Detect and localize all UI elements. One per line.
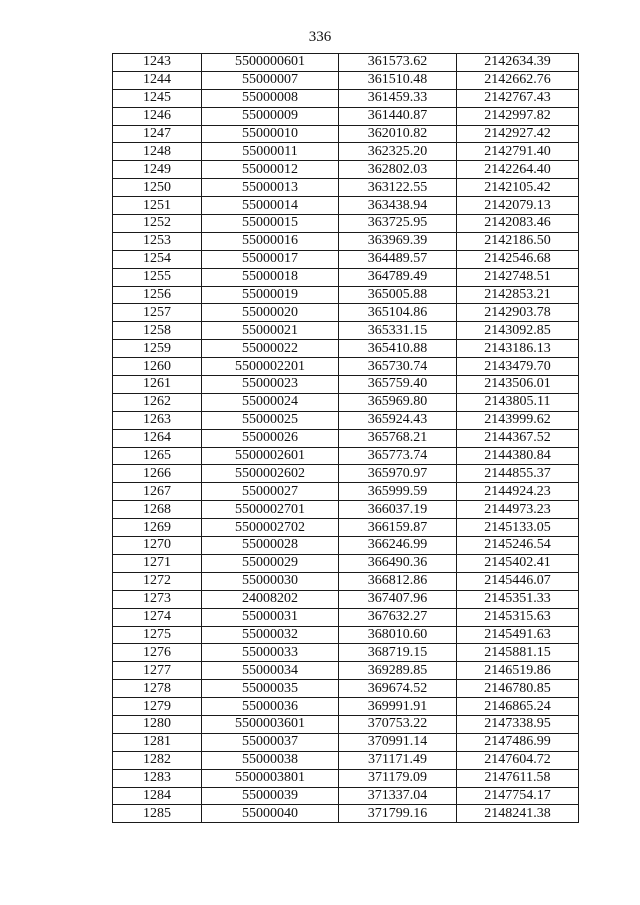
y-coordinate-cell: 2142546.68	[457, 250, 579, 268]
x-coordinate-cell: 365410.88	[339, 340, 457, 358]
y-coordinate-cell: 2147604.72	[457, 751, 579, 769]
coordinate-table	[112, 53, 579, 823]
point-code-cell: 5500002602	[202, 465, 339, 483]
y-coordinate-cell: 2145133.05	[457, 519, 579, 537]
point-code-cell: 55000038	[202, 751, 339, 769]
point-number-cell: 1252	[113, 215, 202, 233]
point-code-cell: 55000034	[202, 662, 339, 680]
point-number-cell: 1243	[113, 54, 202, 72]
x-coordinate-cell: 365924.43	[339, 411, 457, 429]
point-code-cell: 55000008	[202, 89, 339, 107]
y-coordinate-cell: 2148241.38	[457, 805, 579, 823]
point-code-cell: 55000036	[202, 698, 339, 716]
y-coordinate-cell: 2142186.50	[457, 232, 579, 250]
y-coordinate-cell: 2142903.78	[457, 304, 579, 322]
point-number-cell: 1282	[113, 751, 202, 769]
point-code-cell: 55000026	[202, 429, 339, 447]
point-code-cell: 55000031	[202, 608, 339, 626]
x-coordinate-cell: 371179.09	[339, 769, 457, 787]
x-coordinate-cell: 367407.96	[339, 590, 457, 608]
table-row	[113, 519, 579, 537]
point-number-cell: 1270	[113, 537, 202, 555]
x-coordinate-cell: 371799.16	[339, 805, 457, 823]
table-row	[113, 787, 579, 805]
y-coordinate-cell: 2143186.13	[457, 340, 579, 358]
x-coordinate-cell: 365104.86	[339, 304, 457, 322]
point-code-cell: 55000039	[202, 787, 339, 805]
y-coordinate-cell: 2142997.82	[457, 107, 579, 125]
table-row	[113, 447, 579, 465]
point-code-cell: 55000035	[202, 680, 339, 698]
point-code-cell: 55000021	[202, 322, 339, 340]
y-coordinate-cell: 2146865.24	[457, 698, 579, 716]
point-code-cell: 55000009	[202, 107, 339, 125]
point-number-cell: 1278	[113, 680, 202, 698]
y-coordinate-cell: 2144380.84	[457, 447, 579, 465]
point-number-cell: 1256	[113, 286, 202, 304]
point-code-cell: 5500003601	[202, 715, 339, 733]
y-coordinate-cell: 2143805.11	[457, 393, 579, 411]
y-coordinate-cell: 2145315.63	[457, 608, 579, 626]
table-row	[113, 376, 579, 394]
table-row	[113, 71, 579, 89]
point-code-cell: 5500002201	[202, 358, 339, 376]
y-coordinate-cell: 2142634.39	[457, 54, 579, 72]
table-row	[113, 590, 579, 608]
table-row	[113, 54, 579, 72]
table-row	[113, 662, 579, 680]
x-coordinate-cell: 370753.22	[339, 715, 457, 733]
point-number-cell: 1257	[113, 304, 202, 322]
point-number-cell: 1245	[113, 89, 202, 107]
point-code-cell: 55000033	[202, 644, 339, 662]
y-coordinate-cell: 2142791.40	[457, 143, 579, 161]
table-row	[113, 161, 579, 179]
point-number-cell: 1254	[113, 250, 202, 268]
x-coordinate-cell: 369991.91	[339, 698, 457, 716]
point-code-cell: 55000028	[202, 537, 339, 555]
x-coordinate-cell: 365969.80	[339, 393, 457, 411]
point-code-cell: 55000013	[202, 179, 339, 197]
table-row	[113, 250, 579, 268]
point-code-cell: 55000023	[202, 376, 339, 394]
table-row	[113, 769, 579, 787]
point-number-cell: 1275	[113, 626, 202, 644]
point-number-cell: 1262	[113, 393, 202, 411]
table-row	[113, 608, 579, 626]
y-coordinate-cell: 2147486.99	[457, 733, 579, 751]
y-coordinate-cell: 2144924.23	[457, 483, 579, 501]
table-row	[113, 501, 579, 519]
table-row	[113, 429, 579, 447]
y-coordinate-cell: 2146780.85	[457, 680, 579, 698]
x-coordinate-cell: 365773.74	[339, 447, 457, 465]
table-row	[113, 626, 579, 644]
y-coordinate-cell: 2144855.37	[457, 465, 579, 483]
x-coordinate-cell: 368719.15	[339, 644, 457, 662]
y-coordinate-cell: 2144367.52	[457, 429, 579, 447]
x-coordinate-cell: 361459.33	[339, 89, 457, 107]
point-number-cell: 1284	[113, 787, 202, 805]
x-coordinate-cell: 362802.03	[339, 161, 457, 179]
x-coordinate-cell: 366812.86	[339, 572, 457, 590]
table-row	[113, 465, 579, 483]
point-code-cell: 55000014	[202, 197, 339, 215]
coordinate-table-body	[113, 54, 579, 823]
point-number-cell: 1264	[113, 429, 202, 447]
x-coordinate-cell: 365999.59	[339, 483, 457, 501]
y-coordinate-cell: 2143506.01	[457, 376, 579, 394]
point-code-cell: 5500000601	[202, 54, 339, 72]
table-row	[113, 393, 579, 411]
point-number-cell: 1246	[113, 107, 202, 125]
table-row	[113, 680, 579, 698]
point-number-cell: 1258	[113, 322, 202, 340]
table-row	[113, 107, 579, 125]
table-row	[113, 698, 579, 716]
y-coordinate-cell: 2145881.15	[457, 644, 579, 662]
point-number-cell: 1250	[113, 179, 202, 197]
point-number-cell: 1248	[113, 143, 202, 161]
point-code-cell: 55000011	[202, 143, 339, 161]
point-number-cell: 1280	[113, 715, 202, 733]
x-coordinate-cell: 369674.52	[339, 680, 457, 698]
table-row	[113, 322, 579, 340]
y-coordinate-cell: 2144973.23	[457, 501, 579, 519]
y-coordinate-cell: 2145351.33	[457, 590, 579, 608]
table-row	[113, 751, 579, 769]
point-number-cell: 1251	[113, 197, 202, 215]
y-coordinate-cell: 2142853.21	[457, 286, 579, 304]
table-row	[113, 197, 579, 215]
x-coordinate-cell: 366159.87	[339, 519, 457, 537]
x-coordinate-cell: 368010.60	[339, 626, 457, 644]
x-coordinate-cell: 363969.39	[339, 232, 457, 250]
point-number-cell: 1269	[113, 519, 202, 537]
y-coordinate-cell: 2142662.76	[457, 71, 579, 89]
x-coordinate-cell: 370991.14	[339, 733, 457, 751]
y-coordinate-cell: 2142264.40	[457, 161, 579, 179]
point-code-cell: 55000016	[202, 232, 339, 250]
x-coordinate-cell: 364789.49	[339, 268, 457, 286]
y-coordinate-cell: 2143479.70	[457, 358, 579, 376]
point-code-cell: 55000022	[202, 340, 339, 358]
x-coordinate-cell: 365768.21	[339, 429, 457, 447]
y-coordinate-cell: 2142105.42	[457, 179, 579, 197]
point-number-cell: 1274	[113, 608, 202, 626]
table-row	[113, 286, 579, 304]
table-row	[113, 733, 579, 751]
x-coordinate-cell: 371337.04	[339, 787, 457, 805]
x-coordinate-cell: 366246.99	[339, 537, 457, 555]
point-number-cell: 1265	[113, 447, 202, 465]
x-coordinate-cell: 363725.95	[339, 215, 457, 233]
table-row	[113, 554, 579, 572]
point-code-cell: 55000029	[202, 554, 339, 572]
point-number-cell: 1260	[113, 358, 202, 376]
point-number-cell: 1267	[113, 483, 202, 501]
table-row	[113, 179, 579, 197]
y-coordinate-cell: 2147754.17	[457, 787, 579, 805]
point-number-cell: 1279	[113, 698, 202, 716]
point-number-cell: 1263	[113, 411, 202, 429]
point-code-cell: 24008202	[202, 590, 339, 608]
point-code-cell: 55000032	[202, 626, 339, 644]
x-coordinate-cell: 361573.62	[339, 54, 457, 72]
point-code-cell: 55000025	[202, 411, 339, 429]
table-row	[113, 89, 579, 107]
table-row	[113, 143, 579, 161]
point-code-cell: 55000007	[202, 71, 339, 89]
y-coordinate-cell: 2145402.41	[457, 554, 579, 572]
x-coordinate-cell: 365970.97	[339, 465, 457, 483]
point-number-cell: 1255	[113, 268, 202, 286]
x-coordinate-cell: 363438.94	[339, 197, 457, 215]
point-code-cell: 55000018	[202, 268, 339, 286]
y-coordinate-cell: 2145446.07	[457, 572, 579, 590]
point-number-cell: 1276	[113, 644, 202, 662]
point-number-cell: 1273	[113, 590, 202, 608]
point-number-cell: 1271	[113, 554, 202, 572]
table-row	[113, 483, 579, 501]
point-code-cell: 55000037	[202, 733, 339, 751]
y-coordinate-cell: 2147338.95	[457, 715, 579, 733]
point-number-cell: 1249	[113, 161, 202, 179]
table-row	[113, 232, 579, 250]
y-coordinate-cell: 2145491.63	[457, 626, 579, 644]
table-row	[113, 215, 579, 233]
y-coordinate-cell: 2142079.13	[457, 197, 579, 215]
table-row	[113, 340, 579, 358]
y-coordinate-cell: 2145246.54	[457, 537, 579, 555]
point-code-cell: 55000017	[202, 250, 339, 268]
table-row	[113, 304, 579, 322]
point-number-cell: 1253	[113, 232, 202, 250]
point-code-cell: 5500002601	[202, 447, 339, 465]
y-coordinate-cell: 2143999.62	[457, 411, 579, 429]
table-row	[113, 268, 579, 286]
point-code-cell: 55000027	[202, 483, 339, 501]
point-number-cell: 1259	[113, 340, 202, 358]
point-code-cell: 5500002701	[202, 501, 339, 519]
x-coordinate-cell: 361440.87	[339, 107, 457, 125]
point-code-cell: 55000040	[202, 805, 339, 823]
point-code-cell: 5500003801	[202, 769, 339, 787]
point-code-cell: 55000020	[202, 304, 339, 322]
table-row	[113, 537, 579, 555]
table-row	[113, 644, 579, 662]
table-row	[113, 411, 579, 429]
point-number-cell: 1261	[113, 376, 202, 394]
x-coordinate-cell: 362325.20	[339, 143, 457, 161]
point-number-cell: 1283	[113, 769, 202, 787]
y-coordinate-cell: 2142927.42	[457, 125, 579, 143]
point-code-cell: 55000024	[202, 393, 339, 411]
x-coordinate-cell: 364489.57	[339, 250, 457, 268]
x-coordinate-cell: 365759.40	[339, 376, 457, 394]
point-code-cell: 55000010	[202, 125, 339, 143]
y-coordinate-cell: 2143092.85	[457, 322, 579, 340]
x-coordinate-cell: 365730.74	[339, 358, 457, 376]
table-row	[113, 805, 579, 823]
x-coordinate-cell: 371171.49	[339, 751, 457, 769]
x-coordinate-cell: 366037.19	[339, 501, 457, 519]
point-number-cell: 1272	[113, 572, 202, 590]
x-coordinate-cell: 365005.88	[339, 286, 457, 304]
x-coordinate-cell: 361510.48	[339, 71, 457, 89]
y-coordinate-cell: 2142767.43	[457, 89, 579, 107]
point-code-cell: 5500002702	[202, 519, 339, 537]
table-row	[113, 715, 579, 733]
point-number-cell: 1277	[113, 662, 202, 680]
x-coordinate-cell: 367632.27	[339, 608, 457, 626]
point-number-cell: 1266	[113, 465, 202, 483]
point-code-cell: 55000012	[202, 161, 339, 179]
x-coordinate-cell: 362010.82	[339, 125, 457, 143]
point-number-cell: 1268	[113, 501, 202, 519]
point-code-cell: 55000030	[202, 572, 339, 590]
table-row	[113, 125, 579, 143]
y-coordinate-cell: 2142083.46	[457, 215, 579, 233]
y-coordinate-cell: 2146519.86	[457, 662, 579, 680]
point-code-cell: 55000019	[202, 286, 339, 304]
point-number-cell: 1247	[113, 125, 202, 143]
page-number: 336	[308, 29, 332, 45]
x-coordinate-cell: 366490.36	[339, 554, 457, 572]
table-row	[113, 572, 579, 590]
x-coordinate-cell: 369289.85	[339, 662, 457, 680]
point-code-cell: 55000015	[202, 215, 339, 233]
point-number-cell: 1244	[113, 71, 202, 89]
point-number-cell: 1281	[113, 733, 202, 751]
point-number-cell: 1285	[113, 805, 202, 823]
x-coordinate-cell: 363122.55	[339, 179, 457, 197]
table-row	[113, 358, 579, 376]
y-coordinate-cell: 2142748.51	[457, 268, 579, 286]
y-coordinate-cell: 2147611.58	[457, 769, 579, 787]
x-coordinate-cell: 365331.15	[339, 322, 457, 340]
